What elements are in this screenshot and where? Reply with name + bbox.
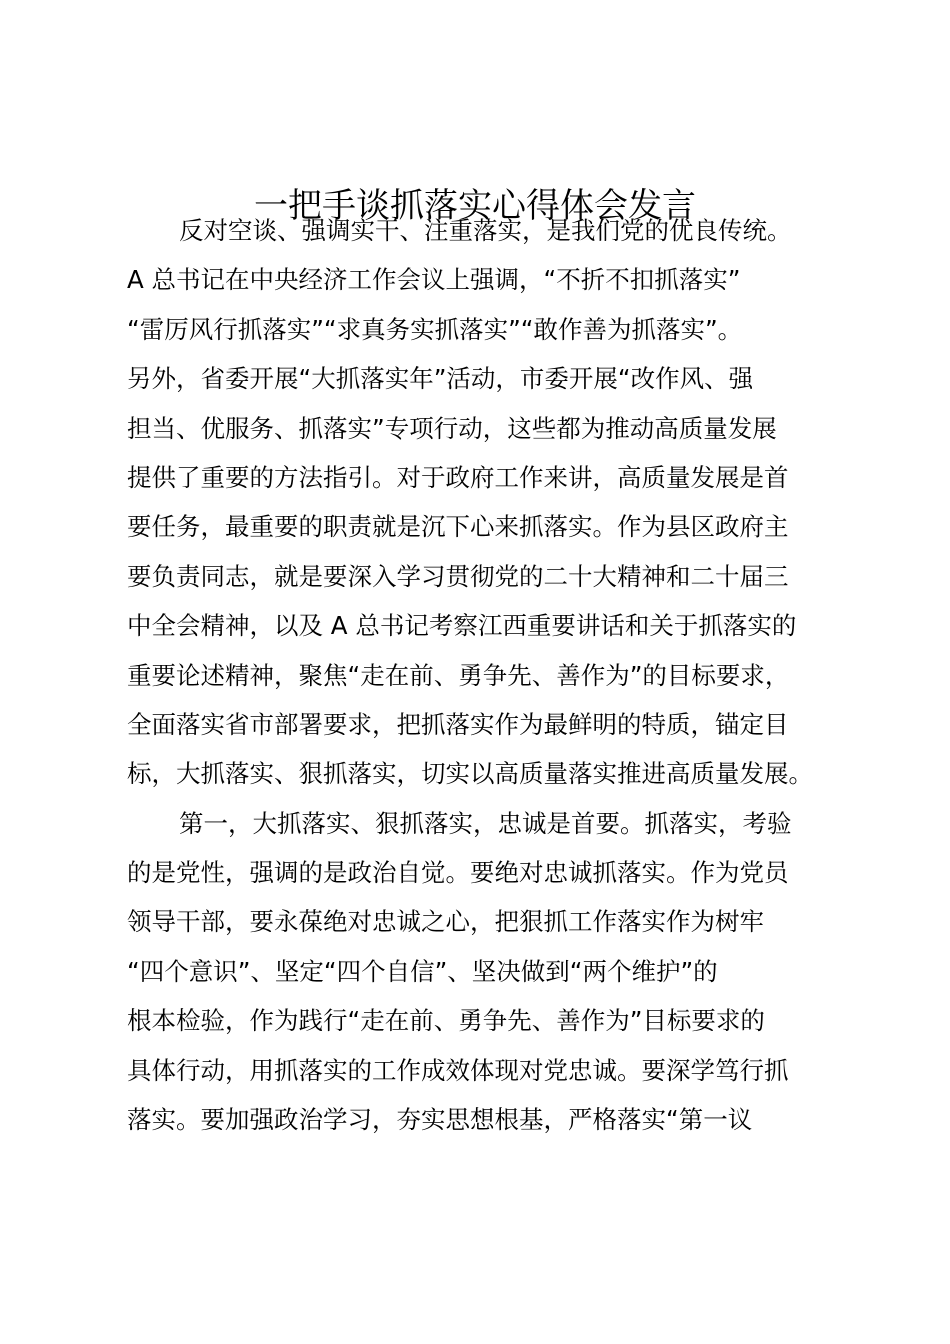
paragraph-2-line-5: 根本检验，作为践行“走在前、勇争先、善作为”目标要求的 bbox=[127, 1006, 765, 1036]
paragraph-1-line-12: 标，大抓落实、狠抓落实，切实以高质量落实推进高质量发展。 bbox=[127, 759, 813, 789]
document-body bbox=[127, 206, 857, 1144]
paragraph-1-line-4: 另外，省委开展“大抓落实年”活动，市委开展“改作风、强 bbox=[127, 364, 754, 394]
paragraph-1-line-6: 提供了重要的方法指引。对于政府工作来讲，高质量发展是首 bbox=[127, 462, 789, 492]
paragraph-2-line-2: 的是党性，强调的是政治自觉。要绝对忠诚抓落实。作为党员 bbox=[127, 858, 789, 888]
paragraph-1-line-5: 担当、优服务、抓落实”专项行动，这些都为推动高质量发展 bbox=[127, 413, 777, 443]
paragraph-1-line-9: 中全会精神，以及 A 总书记考察江西重要讲话和关于抓落实的 bbox=[127, 611, 797, 641]
paragraph-2-line-6: 具体行动，用抓落实的工作成效体现对党忠诚。要深学笃行抓 bbox=[127, 1055, 789, 1085]
paragraph-2-line-7: 落实。要加强政治学习，夯实思想根基，严格落实“第一议 bbox=[127, 1105, 753, 1135]
paragraph-1-line-2: A 总书记在中央经济工作会议上强调，“不折不扣抓落实” bbox=[127, 265, 741, 295]
paragraph-2-line-3: 领导干部，要永葆绝对忠诚之心，把狠抓工作落实作为树牢 bbox=[127, 907, 764, 937]
paragraph-2-line-4: “四个意识”、坚定“四个自信”、坚决做到“两个维护”的 bbox=[127, 956, 718, 986]
paragraph-1-line-8: 要负责同志，就是要深入学习贯彻党的二十大精神和二十届三 bbox=[127, 561, 789, 591]
paragraph-1-line-3: “雷厉风行抓落实”“求真务实抓落实”“敢作善为抓落实”。 bbox=[127, 314, 743, 344]
paragraph-1-line-10: 重要论述精神，聚焦“走在前、勇争先、善作为”的目标要求， bbox=[127, 660, 790, 690]
paragraph-1-line-7: 要任务，最重要的职责就是沉下心来抓落实。作为县区政府主 bbox=[127, 512, 789, 542]
paragraph-1-line-11: 全面落实省市部署要求，把抓落实作为最鲜明的特质，锚定目 bbox=[127, 709, 789, 739]
document-title: 一把手谈抓落实心得体会发言 bbox=[254, 186, 696, 226]
paragraph-2-line-1: 第一，大抓落实、狠抓落实，忠诚是首要。抓落实，考验 bbox=[179, 808, 792, 838]
paragraph-1-line-1: 反对空谈、强调实干、注重落实，是我们党的优良传统。 bbox=[179, 216, 792, 245]
